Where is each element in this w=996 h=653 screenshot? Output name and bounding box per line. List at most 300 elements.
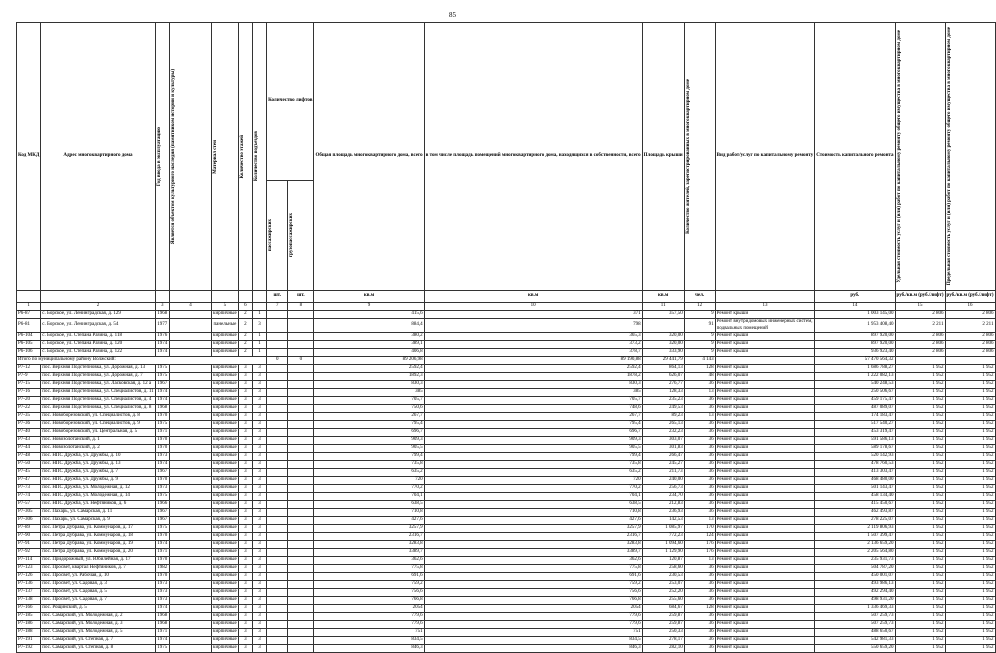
total-cell: 57 470 564,32: [815, 357, 895, 365]
total-cell: [895, 357, 945, 365]
table-cell: Р7-137: [17, 589, 41, 597]
table-cell: 779,6: [314, 613, 424, 621]
table-cell: 1967: [155, 469, 169, 477]
table-cell: 3: [238, 509, 252, 517]
table-cell: 897 920,00: [815, 333, 895, 341]
table-cell: 1 952: [895, 645, 945, 653]
table-cell: [267, 573, 288, 581]
table-cell: 696,7: [314, 429, 424, 437]
table-cell: пос. Просвет, ул. Рабочая, д. 10: [41, 573, 155, 581]
table-cell: 378,7: [424, 349, 642, 357]
table-cell: 779,6: [314, 621, 424, 629]
table-cell: 3257,9: [314, 525, 424, 533]
header-work-type: Вид работ/услуг по капитальному ремонту: [715, 23, 815, 291]
table-cell: 36: [684, 397, 715, 405]
table-cell: Р7-40: [17, 429, 41, 437]
table-cell: 36: [684, 381, 715, 389]
header-max-cost: Предельная стоимость услуг и (или) работ по капитальному ремонту общего имущества в многоквартирном доме: [946, 27, 952, 286]
header-heritage: Является объектом культурного наследия (памятником истории и культуры): [170, 68, 176, 245]
table-cell: 128,33: [642, 389, 684, 397]
table-cell: 3: [252, 581, 266, 589]
table-cell: [288, 445, 314, 453]
table-cell: [288, 397, 314, 405]
table-cell: 3: [238, 573, 252, 581]
table-cell: 1974: [155, 397, 169, 405]
table-cell: кирпичные: [212, 405, 239, 413]
table-cell: 884,4: [314, 319, 424, 333]
table-cell: 3: [252, 597, 266, 605]
table-row: [17, 597, 996, 605]
table-cell: [169, 421, 211, 429]
table-cell: 710,8: [424, 509, 642, 517]
table-cell: 2 806: [945, 341, 995, 349]
table-cell: [267, 469, 288, 477]
table-cell: 1973: [155, 485, 169, 493]
table-cell: 371: [424, 311, 642, 319]
table-cell: 3283,8: [314, 541, 424, 549]
table-cell: 236,93: [642, 509, 684, 517]
table-cell: 756,6: [424, 589, 642, 597]
table-row: [17, 453, 996, 461]
table-cell: 128: [684, 365, 715, 373]
table-cell: 3: [252, 629, 266, 637]
table-cell: 2054: [314, 605, 424, 613]
table-cell: 2: [238, 341, 252, 349]
table-cell: 320,00: [642, 333, 684, 341]
table-cell: Ремонт крыши: [715, 477, 815, 485]
table-cell: [169, 365, 211, 373]
table-cell: 735,8: [314, 461, 424, 469]
table-cell: 3: [238, 477, 252, 485]
table-cell: 1 952: [895, 469, 945, 477]
table-cell: 750,6: [314, 405, 424, 413]
table-cell: 3: [252, 621, 266, 629]
table-cell: [288, 477, 314, 485]
table-cell: 1967: [155, 381, 169, 389]
table-row: [17, 581, 996, 589]
total-cell: 0: [267, 357, 288, 365]
table-cell: 3: [252, 509, 266, 517]
table-cell: 357,50: [642, 311, 684, 319]
header-address: Адрес многоквартирного дома: [41, 23, 155, 291]
header-lifts: Количество лифтов: [267, 23, 314, 181]
table-cell: кирпичные: [212, 605, 239, 613]
table-cell: 1982: [155, 565, 169, 573]
table-row: [17, 333, 996, 341]
table-cell: 124: [684, 533, 715, 541]
table-cell: 3: [238, 445, 252, 453]
table-cell: Ремонт крыши: [715, 509, 815, 517]
table-cell: 3: [238, 429, 252, 437]
table-cell: 276,77: [642, 381, 684, 389]
table-cell: 1 952: [945, 389, 995, 397]
column-number: 9: [314, 303, 424, 311]
table-cell: 936 923,40: [815, 349, 895, 357]
table-cell: 458 134,40: [815, 493, 895, 501]
table-cell: 320,00: [642, 341, 684, 349]
table-cell: Р6-105: [17, 341, 41, 349]
table-cell: 1: [252, 341, 266, 349]
table-cell: 282,10: [642, 645, 684, 653]
header-wall-material: Материал стен: [213, 139, 219, 174]
table-cell: 3: [238, 389, 252, 397]
table-cell: [288, 605, 314, 613]
table-cell: [267, 541, 288, 549]
table-cell: 766,8: [314, 597, 424, 605]
table-row: [17, 525, 996, 533]
table-cell: 492 294,40: [815, 589, 895, 597]
table-cell: [169, 485, 211, 493]
table-cell: кирпичные: [212, 381, 239, 389]
table-row: [17, 429, 996, 437]
table-cell: 751: [314, 629, 424, 637]
table-cell: 1 952: [945, 629, 995, 637]
table-cell: [267, 501, 288, 509]
table-cell: 550 659,20: [815, 645, 895, 653]
table-cell: 1 952: [945, 589, 995, 597]
table-cell: Ремонт крыши: [715, 549, 815, 557]
table-cell: 759,2: [424, 581, 642, 589]
table-cell: Р6-87: [17, 311, 41, 319]
table-cell: 13: [684, 557, 715, 565]
table-cell: Ремонт крыши: [715, 445, 815, 453]
table-cell: [169, 605, 211, 613]
table-cell: 1977: [155, 319, 169, 333]
table-cell: 2 806: [895, 349, 945, 357]
table-cell: пос. Петра Дубрава, ул. Коммунаров, д. 18: [41, 533, 155, 541]
column-number: 16: [945, 303, 995, 311]
total-cell: 29 441,79: [642, 357, 684, 365]
table-cell: 1975: [155, 645, 169, 653]
table-cell: 3: [238, 469, 252, 477]
table-cell: пос. Петра Дубрава, ул. Коммунаров, д. 19: [41, 541, 155, 549]
table-cell: [288, 389, 314, 397]
table-cell: 36: [684, 493, 715, 501]
table-cell: кирпичные: [212, 613, 239, 621]
table-cell: пос. Рощинский, д. 5: [41, 605, 155, 613]
table-cell: 1 952: [895, 453, 945, 461]
table-cell: [288, 517, 314, 525]
table-cell: 36: [684, 509, 715, 517]
table-cell: [288, 469, 314, 477]
table-cell: 1 222 082,13: [815, 373, 895, 381]
table-cell: 1 952: [895, 557, 945, 565]
table-cell: кирпичные: [212, 453, 239, 461]
table-cell: 1 952: [945, 645, 995, 653]
table-cell: 3: [252, 445, 266, 453]
table-cell: кирпичные: [212, 645, 239, 653]
table-cell: кирпичные: [212, 621, 239, 629]
table-cell: 905,5: [314, 445, 424, 453]
table-cell: пос. Верхняя Подстепновка, ул. Дорожная, д. 7: [41, 373, 155, 381]
table-cell: 1 952: [895, 381, 945, 389]
table-cell: 2 806: [895, 333, 945, 341]
table-cell: 748,6: [424, 405, 642, 413]
table-cell: [169, 341, 211, 349]
table-cell: 487 089,07: [815, 405, 895, 413]
table-cell: 1 952: [895, 621, 945, 629]
header-year: Год ввода в эксплуатацию: [156, 126, 162, 187]
table-cell: кирпичные: [212, 429, 239, 437]
table-cell: 36: [684, 405, 715, 413]
table-cell: 235 931,73: [815, 557, 895, 565]
column-number: 8: [288, 303, 314, 311]
table-cell: 1 952: [895, 629, 945, 637]
table-cell: пос. Верхняя Подстепновка, ул. Специалистов, д. 8: [41, 405, 155, 413]
table-cell: 1 952: [945, 405, 995, 413]
table-cell: 265,13: [642, 421, 684, 429]
header-residents: Количество жителей, зарегистрированных в многоквартирном доме: [685, 79, 691, 234]
table-cell: 834,5: [314, 637, 424, 645]
table-cell: 373,2: [424, 341, 642, 349]
table-cell: [169, 517, 211, 525]
column-number: [252, 303, 266, 311]
total-cell: 4 143: [684, 357, 715, 365]
column-number: 11: [642, 303, 684, 311]
table-cell: [169, 557, 211, 565]
table-cell: 799,4: [424, 453, 642, 461]
table-cell: 36: [684, 589, 715, 597]
table-cell: [267, 549, 288, 557]
table-cell: [642, 319, 684, 333]
total-cell: 0: [288, 357, 314, 365]
table-cell: 36: [684, 597, 715, 605]
table-cell: [169, 333, 211, 341]
table-cell: [169, 311, 211, 319]
table-cell: 3: [252, 405, 266, 413]
table-cell: 3: [252, 605, 266, 613]
table-cell: 3: [238, 397, 252, 405]
table-cell: [288, 405, 314, 413]
table-row: [17, 493, 996, 501]
table-cell: 3: [252, 389, 266, 397]
table-cell: 1 952: [945, 437, 995, 445]
table-cell: Ремонт крыши: [715, 533, 815, 541]
table-cell: 1 952: [945, 453, 995, 461]
table-cell: 735,8: [424, 461, 642, 469]
table-cell: 1973: [155, 581, 169, 589]
table-cell: [288, 341, 314, 349]
table-cell: [169, 621, 211, 629]
table-cell: Р7-36: [17, 421, 41, 429]
total-cell: Итого по муниципальному району Волжский:: [17, 357, 267, 365]
header-unit-cost: Удельная стоимость услуг и (или) работ по капитальному ремонту общего имущества в многоквартирном доме: [896, 30, 902, 283]
table-cell: 3: [252, 549, 266, 557]
table-cell: 2 806: [895, 311, 945, 319]
table-cell: кирпичные: [212, 573, 239, 581]
table-cell: [169, 397, 211, 405]
table-cell: 1 952: [945, 493, 995, 501]
table-cell: Ремонт крыши: [715, 421, 815, 429]
table-cell: 253,07: [642, 581, 684, 589]
table-cell: 1 952: [895, 597, 945, 605]
table-cell: 2054: [424, 605, 642, 613]
table-cell: [169, 581, 211, 589]
table-row: [17, 629, 996, 637]
column-number: 1: [17, 303, 41, 311]
table-cell: 365,3: [424, 333, 642, 341]
table-cell: кирпичные: [212, 373, 239, 381]
table-cell: [288, 333, 314, 341]
table-cell: 3: [252, 533, 266, 541]
table-cell: 1 952: [895, 405, 945, 413]
table-cell: 846,3: [314, 645, 424, 653]
table-cell: 759,2: [314, 581, 424, 589]
table-cell: [288, 581, 314, 589]
table-cell: [267, 589, 288, 597]
table-cell: 3: [238, 605, 252, 613]
table-row: [17, 421, 996, 429]
table-cell: 909,3: [424, 437, 642, 445]
table-cell: 3: [238, 493, 252, 501]
table-cell: 1 094,60: [642, 541, 684, 549]
table-cell: 2 205 564,80: [815, 549, 895, 557]
table-cell: 36: [684, 485, 715, 493]
table-cell: 3: [238, 549, 252, 557]
table-cell: Ремонт крыши: [715, 311, 815, 319]
table-cell: 1970: [155, 413, 169, 421]
table-cell: Р7-114: [17, 557, 41, 565]
table-cell: Ремонт крыши: [715, 333, 815, 341]
table-cell: 3: [238, 565, 252, 573]
table-cell: 1 952: [895, 413, 945, 421]
table-cell: 3: [238, 405, 252, 413]
table-cell: [288, 493, 314, 501]
table-cell: [288, 373, 314, 381]
table-cell: пос. НПС Дружба, ул. Молодежная, д. 12: [41, 485, 155, 493]
table-cell: пос. Самарский, ул. Молодежная, д. 5: [41, 629, 155, 637]
table-cell: [288, 557, 314, 565]
unit-rub-per-sqm: руб./кв.м (руб./лифт): [945, 291, 995, 303]
table-cell: 406,8: [314, 349, 424, 357]
table-cell: 520 142,93: [815, 453, 895, 461]
table-cell: [169, 405, 211, 413]
table-cell: [267, 629, 288, 637]
table-row: [17, 501, 996, 509]
table-cell: 385: [424, 389, 642, 397]
table-cell: с. Борское, ул. Ленинградская, д. 54: [41, 319, 155, 333]
table-cell: 230,53: [642, 573, 684, 581]
table-cell: 36: [684, 573, 715, 581]
table-cell: Ремонт крыши: [715, 397, 815, 405]
table-cell: 2 119 806,93: [815, 525, 895, 533]
table-cell: 3: [238, 525, 252, 533]
table-cell: 1967: [155, 509, 169, 517]
table-cell: Ремонт крыши: [715, 645, 815, 653]
table-cell: кирпичные: [212, 437, 239, 445]
table-cell: 517 540,27: [815, 421, 895, 429]
table-cell: 9: [684, 311, 715, 319]
table-row: [17, 485, 996, 493]
table-cell: 542 981,33: [815, 637, 895, 645]
table-cell: 1 952: [945, 421, 995, 429]
table-cell: 278,17: [642, 637, 684, 645]
table-cell: 1 507 399,47: [815, 533, 895, 541]
table-cell: 3: [238, 541, 252, 549]
table-cell: 36: [684, 477, 715, 485]
table-cell: кирпичные: [212, 637, 239, 645]
table-cell: кирпичные: [212, 397, 239, 405]
table-row: [17, 509, 996, 517]
table-cell: пос. Новозолотанский, д. 1: [41, 437, 155, 445]
table-cell: [169, 437, 211, 445]
unit-rub-per-sqm: руб./кв.м (руб./лифт): [895, 291, 945, 303]
table-cell: 2592,4: [314, 365, 424, 373]
table-cell: Ремонт крыши: [715, 605, 815, 613]
table-cell: 3: [238, 501, 252, 509]
table-cell: [169, 613, 211, 621]
table-cell: 799,4: [314, 453, 424, 461]
table-cell: 1 952: [895, 437, 945, 445]
table-cell: [267, 445, 288, 453]
table-cell: 278 225,07: [815, 517, 895, 525]
table-cell: 1973: [155, 589, 169, 597]
column-number: 15: [895, 303, 945, 311]
table-cell: 1 952: [895, 445, 945, 453]
table-cell: 3389,7: [314, 549, 424, 557]
table-cell: 128: [684, 605, 715, 613]
table-cell: Ремонт крыши: [715, 517, 815, 525]
table-cell: пос. НПС Дружба, ул. Дружбы, д. 9: [41, 477, 155, 485]
table-cell: 1968: [155, 621, 169, 629]
table-cell: 3: [252, 541, 266, 549]
table-cell: Р7-16: [17, 389, 41, 397]
table-cell: 1 952: [945, 557, 995, 565]
table-cell: [169, 637, 211, 645]
table-cell: 36: [684, 437, 715, 445]
table-cell: 905,5: [424, 445, 642, 453]
table-cell: 36: [684, 637, 715, 645]
table-cell: [169, 413, 211, 421]
table-cell: 3: [238, 613, 252, 621]
table-cell: 1 952: [895, 589, 945, 597]
table-cell: Ремонт крыши: [715, 589, 815, 597]
table-cell: 174 183,47: [815, 413, 895, 421]
table-row: [17, 413, 996, 421]
table-cell: 1 952: [945, 637, 995, 645]
table-cell: Ремонт крыши: [715, 621, 815, 629]
table-cell: [169, 533, 211, 541]
total-cell: 89 190,88: [424, 357, 642, 365]
table-cell: Р7-126: [17, 573, 41, 581]
table-cell: 1968: [155, 311, 169, 319]
table-row: [17, 589, 996, 597]
table-cell: 256,73: [642, 485, 684, 493]
table-cell: 1 686 788,27: [815, 365, 895, 373]
table-cell: 1 953 408,40: [815, 319, 895, 333]
table-cell: кирпичные: [212, 501, 239, 509]
table-cell: 333,90: [642, 349, 684, 357]
table-cell: 1966: [155, 501, 169, 509]
table-row: [17, 381, 996, 389]
table-cell: 2 806: [945, 333, 995, 341]
table-row: [17, 405, 996, 413]
table-cell: 36: [684, 453, 715, 461]
table-cell: 1 952: [895, 461, 945, 469]
table-cell: [288, 629, 314, 637]
table-cell: 240,00: [642, 477, 684, 485]
table-cell: пос. Просвет, ул. Садовая, д. 3: [41, 581, 155, 589]
table-cell: 488 650,67: [815, 629, 895, 637]
table-cell: кирпичные: [212, 557, 239, 565]
table-cell: [267, 421, 288, 429]
table-cell: кирпичные: [212, 365, 239, 373]
table-cell: 1968: [155, 613, 169, 621]
table-cell: пос. Просвет, ул. Садовая, д. 7: [41, 597, 155, 605]
table-cell: 259,87: [642, 613, 684, 621]
table-cell: 1 952: [945, 525, 995, 533]
table-cell: 1974: [155, 349, 169, 357]
